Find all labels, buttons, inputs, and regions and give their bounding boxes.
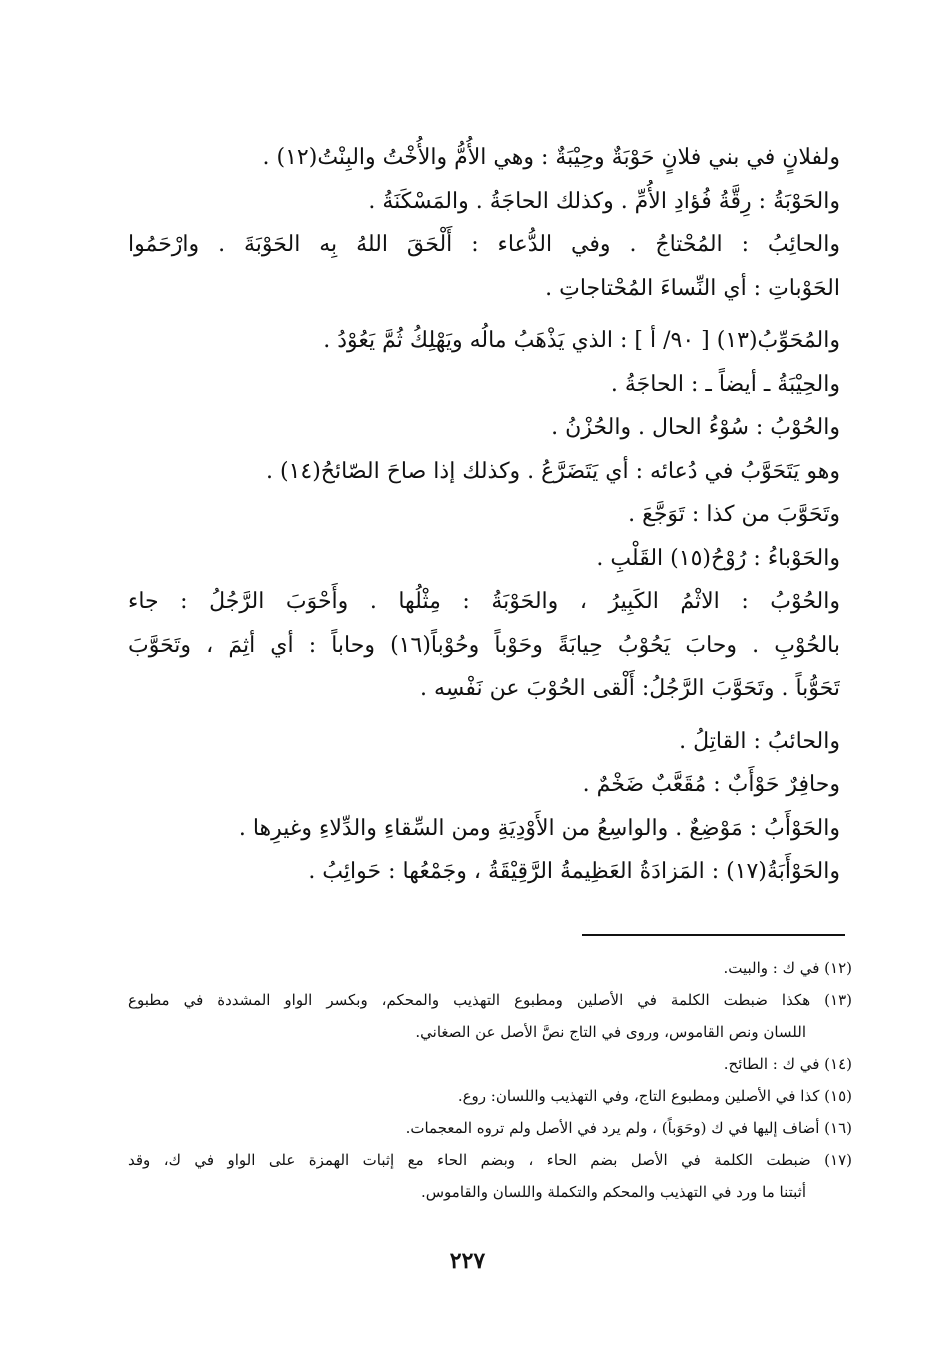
text-line: والحَوْباءُ : رُوْحُ(١٥) القَلْبِ .	[596, 545, 840, 571]
text-line: وهو يَتَحَوَّبُ في دُعائه : أي يَتَضَرَّعُ . وكذلك إذا صاحَ الصّائحُ(١٤) .	[265, 458, 840, 484]
footnote-continuation: أثبتنا ما ورد في التهذيب والمحكم والتكملة واللسان والقاموس.	[420, 1183, 806, 1201]
footnote: (١٢) في ك : والبيت.	[723, 959, 852, 977]
footnote: (١٣) هكذا ضبطت الكلمة في الأصلين ومطبوع التهذيب والمحكم، وبكسر الواو المشددة في مطبوع	[128, 991, 852, 1009]
text-line: بالحُوْبِ . وحابَ يَحُوْبُ حِيابَةً وحَوْباً وحُوْباً(١٦) وحاباً : أي أثِمَ ، وتَحَوَّبَ	[128, 632, 840, 658]
page-number: ٢٢٧	[449, 1248, 486, 1274]
text-line: وحافِرٌ حَوْأَبٌ : مُقَعَّبٌ ضَخْمٌ .	[582, 772, 840, 797]
text-line: والحائِبُ : المُحْتاجُ . وفي الدُّعاء : أَلْحَقَ اللهُ بِه الحَوْبَةَ . وارْحَمُوا	[128, 232, 840, 257]
text-line: والمُحَوِّبُ(١٣) [ ٩٠/ أ ] : الذي يَذْهَبُ مالُه ويَهْلِكُ ثُمَّ يَعُوْدُ .	[323, 328, 840, 353]
text-line: والحِيْبَةُ ـ أيضاً ـ : الحاجَةُ .	[610, 371, 840, 397]
footnote: (١٧) ضبطت الكلمة في الأصل بضم الحاء ، وبضم الحاء مع إثبات الهمزة على الواو في ك، وقد	[128, 1151, 852, 1169]
text-line: تَحَوُّباً . وتَحَوَّبَ الرَّجُلُ: أَلْقى الحُوْبَ عن نَفْسِه .	[419, 676, 840, 701]
text-line: والحَوْأَبَةُ(١٧) : المَزادَةُ العَظِيمةُ الرَّقِيْقَةُ ، وجَمْعُها : حَوائِبُ .	[308, 859, 840, 884]
footnotes	[128, 952, 852, 1208]
text-line: ولفلانٍ في بني فلانٍ حَوْبَةٌ وحِيْبَةٌ : وهي الأُمُّ والأُخْتُ والبِنْتُ(١٢) .	[262, 145, 840, 170]
text-line: والحَوْأَبُ : مَوْضِعٌ . والواسِعُ من الأَوْدِيَةِ ومن السِّقاءِ والدِّلاءِ وغيرِها .	[238, 815, 840, 841]
footnote: (١٥) كذا في الأصلين ومطبوع التاج، وفي التهذيب واللسان: روع.	[457, 1087, 852, 1105]
text-line: والحَوْبَةُ : رِقَّةُ فُؤادِ الأُمِّ . وكذلك الحاجَةُ . والمَسْكَنَةُ .	[368, 188, 840, 214]
footnote-continuation: اللسان ونص القاموس، وروى في التاج نصَّ الأصل عن الصغاني.	[415, 1023, 806, 1041]
text-line: والحُوْبُ : سُوْءُ الحال . والحُزْنُ .	[551, 415, 840, 440]
text-line: والحائبُ : القاتِلُ .	[679, 728, 840, 754]
footnote: (١٦) أضاف إليها في ك (وحَوَباً) ، ولم يرد في الأصل ولم تروه المعجمات.	[405, 1119, 852, 1137]
footnote: (١٤) في ك : الطائح.	[723, 1055, 852, 1073]
text-line: وتَحَوَّبَ من كذا : تَوَجَّعَ .	[628, 502, 840, 527]
text-line: والحُوْبُ : الاثْمُ الكَبِيرُ ، والحَوْبَةُ : مِثْلُها . وأَحْوَبَ الرَّجُلُ : جاء	[128, 589, 840, 614]
footnote-divider	[582, 934, 845, 936]
main-text	[128, 136, 840, 894]
text-line: الحَوْباتِ : أي النِّساءَ المُحْتاجاتِ .	[545, 275, 840, 301]
